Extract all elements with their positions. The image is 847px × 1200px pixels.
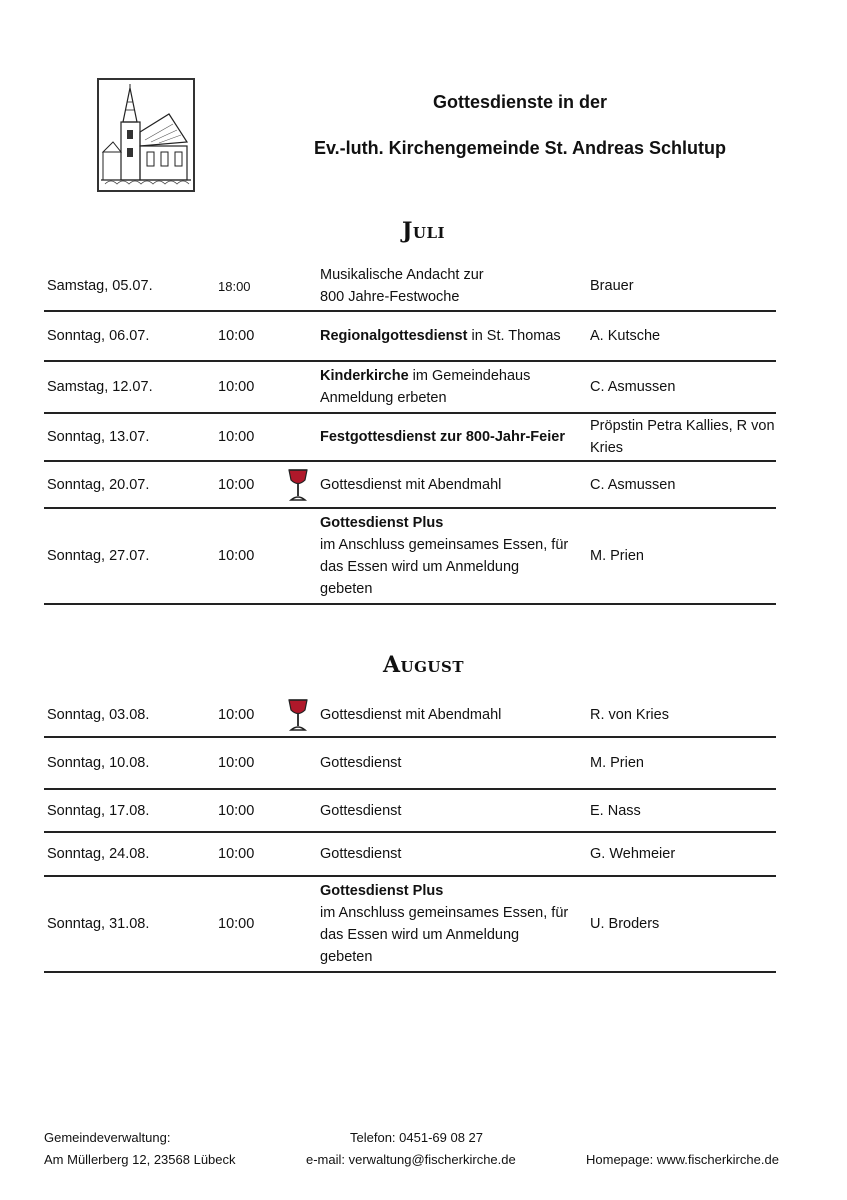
row-description: Gottesdienst [320,755,402,771]
schedule-row [44,693,776,738]
church-drawing-icon [97,78,195,192]
row-person: C. Asmussen [590,379,676,395]
row-time: 10:00 [218,429,255,445]
footer-phone: Telefon: 0451-69 08 27 [350,1130,483,1145]
row-person: R. von Kries [590,706,669,723]
row-person: C. Asmussen [590,476,676,493]
row-day: Sonntag, 17.08. [47,802,150,819]
schedule-table-august [44,693,776,973]
row-day: Sonntag, 31.08. [47,916,150,932]
row-person: E. Nass [590,802,641,819]
page-title-line2: Ev.-luth. Kirchengemeinde St. Andreas Schlutup [313,138,727,158]
schedule-row [44,414,776,462]
month-heading-august: August [382,652,465,678]
row-day: Sonntag, 06.07. [47,328,150,344]
row-time: 10:00 [218,476,255,493]
row-time: 10:00 [218,916,255,932]
row-day: Sonntag, 24.08. [47,846,150,862]
row-day: Sonntag, 03.08. [47,706,150,723]
row-person: G. Wehmeier [590,846,676,862]
row-description: Gottesdienst Plus im Anschluss gemeinsames Essen, für das Essen wird um Anmeldung gebeten [320,883,569,965]
schedule-row [44,462,776,509]
row-time: 10:00 [218,548,255,564]
schedule-row [44,262,776,312]
row-description: Gottesdienst mit Abendmahl [320,476,502,493]
wine-glass-icon [286,467,310,503]
row-day: Sonntag, 13.07. [47,429,150,445]
wine-glass-icon [286,697,310,733]
footer-email[interactable]: e-mail: verwaltung@fischerkirche.de [306,1152,516,1167]
row-time: 10:00 [218,755,255,771]
row-time: 18:00 [218,278,251,294]
row-description: Gottesdienst [320,802,402,819]
month-heading-july: Juli [401,218,446,244]
row-person: M. Prien [590,755,644,771]
row-time: 10:00 [218,328,255,344]
row-day: Samstag, 05.07. [47,278,153,294]
row-description: Regionalgottesdienst in St. Thomas [320,328,561,344]
row-time: 10:00 [218,846,255,862]
row-description: Festgottesdienst zur 800-Jahr-Feier [320,429,565,445]
footer-address-line: Am Müllerberg 12, 23568 Lübeck [44,1152,236,1167]
page-title-line1: Gottesdienste in der [432,92,608,112]
row-description: Gottesdienst Plus im Anschluss gemeinsames Essen, für das Essen wird um Anmeldung gebeten [320,515,569,597]
row-description: Gottesdienst [320,846,402,862]
footer-homepage[interactable]: Homepage: www.fischerkirche.de [586,1152,779,1167]
schedule-row [44,790,776,833]
row-person: Pröpstin Petra Kallies, R von Kries [590,418,775,456]
row-day: Sonntag, 10.08. [47,755,150,771]
row-person: A. Kutsche [590,328,661,344]
row-day: Sonntag, 27.07. [47,548,150,564]
row-day: Samstag, 12.07. [47,379,153,395]
schedule-row [44,362,776,414]
schedule-row [44,877,776,973]
row-time: 10:00 [218,706,255,723]
schedule-row [44,833,776,877]
row-person: M. Prien [590,548,644,564]
schedule-table-july [44,262,776,605]
row-day: Sonntag, 20.07. [47,476,150,493]
row-description: Kinderkirche im Gemeindehaus Anmeldung erbeten [320,368,531,406]
row-time: 10:00 [218,802,255,819]
row-time: 10:00 [218,379,255,395]
schedule-row [44,312,776,362]
footer-admin-label: Gemeindeverwaltung: [44,1130,171,1145]
schedule-row [44,509,776,605]
row-description: Gottesdienst mit Abendmahl [320,706,502,723]
schedule-row [44,738,776,790]
footer-address [44,1127,236,1171]
footer-contact [306,1127,516,1171]
row-description: Musikalische Andacht zur 800 Jahre-Festwoche [320,267,484,305]
row-person: U. Broders [590,916,660,932]
row-person: Brauer [590,278,634,294]
